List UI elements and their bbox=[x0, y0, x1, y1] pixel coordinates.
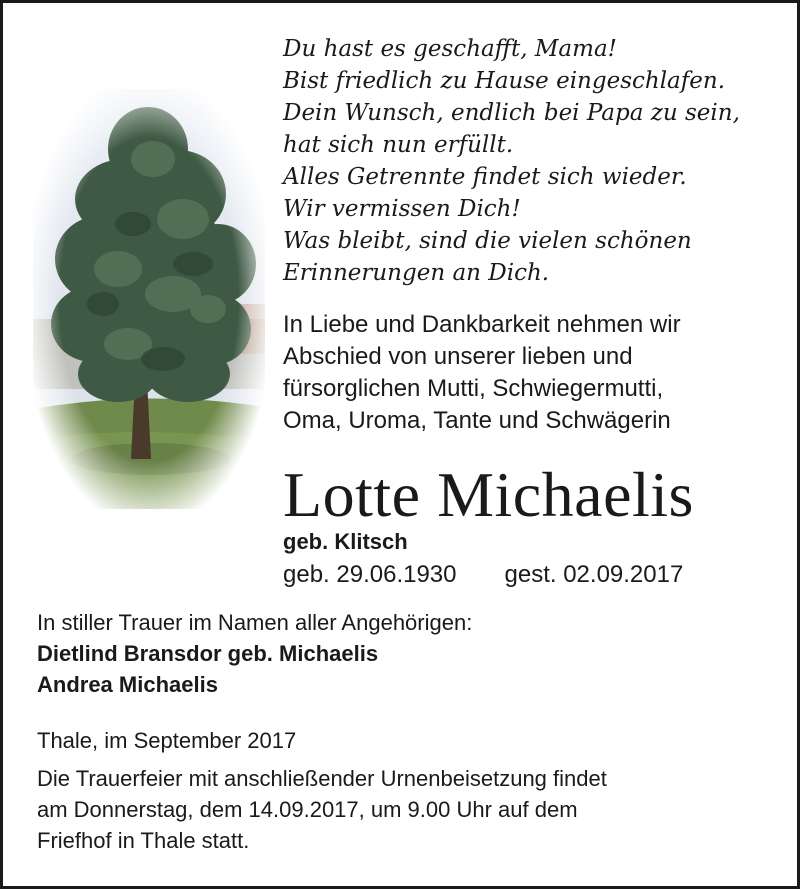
funeral-details bbox=[37, 763, 607, 856]
intro-line: fürsorglichen Mutti, Schwiegermutti, bbox=[283, 375, 664, 402]
intro-line: Oma, Uroma, Tante und Schwägerin bbox=[283, 407, 671, 434]
mourner-name: Dietlind Bransdor geb. Michaelis bbox=[37, 641, 379, 666]
poem-line: Wir vermissen Dich! bbox=[283, 196, 521, 222]
deceased-name: Lotte Michaelis bbox=[283, 459, 694, 530]
life-dates bbox=[283, 559, 683, 591]
tree-illustration bbox=[33, 89, 265, 509]
intro-line: In Liebe und Dankbarkeit nehmen wir bbox=[283, 311, 681, 338]
poem-line: hat sich nun erfüllt. bbox=[283, 132, 514, 158]
funeral-line: Die Trauerfeier mit anschließender Urnenbeisetzung findet bbox=[37, 766, 607, 791]
maiden-name: geb. Klitsch bbox=[283, 529, 408, 554]
farewell-intro bbox=[283, 309, 681, 437]
poem-line: Du hast es geschafft, Mama! bbox=[283, 36, 617, 62]
poem-line: Bist friedlich zu Hause eingeschlafen. bbox=[283, 68, 726, 94]
poem-line: Dein Wunsch, endlich bei Papa zu sein, bbox=[283, 100, 740, 126]
mourner-name: Andrea Michaelis bbox=[37, 672, 218, 697]
poem-line: Erinnerungen an Dich. bbox=[283, 260, 550, 286]
funeral-line: Friefhof in Thale statt. bbox=[37, 828, 250, 853]
intro-line: Abschied von unserer lieben und bbox=[283, 343, 633, 370]
mourners-heading: In stiller Trauer im Namen aller Angehörigen: bbox=[37, 610, 473, 635]
poem-line: Was bleibt, sind die vielen schönen bbox=[283, 228, 692, 254]
death-date: gest. 02.09.2017 bbox=[504, 561, 684, 588]
poem-line: Alles Getrennte findet sich wieder. bbox=[283, 164, 687, 190]
birth-date: geb. 29.06.1930 bbox=[283, 561, 457, 588]
place-date: Thale, im September 2017 bbox=[37, 728, 297, 753]
funeral-line: am Donnerstag, dem 14.09.2017, um 9.00 Uhr auf dem bbox=[37, 797, 578, 822]
mourners bbox=[37, 607, 472, 700]
poem bbox=[283, 33, 740, 289]
tree-photo bbox=[33, 89, 265, 509]
